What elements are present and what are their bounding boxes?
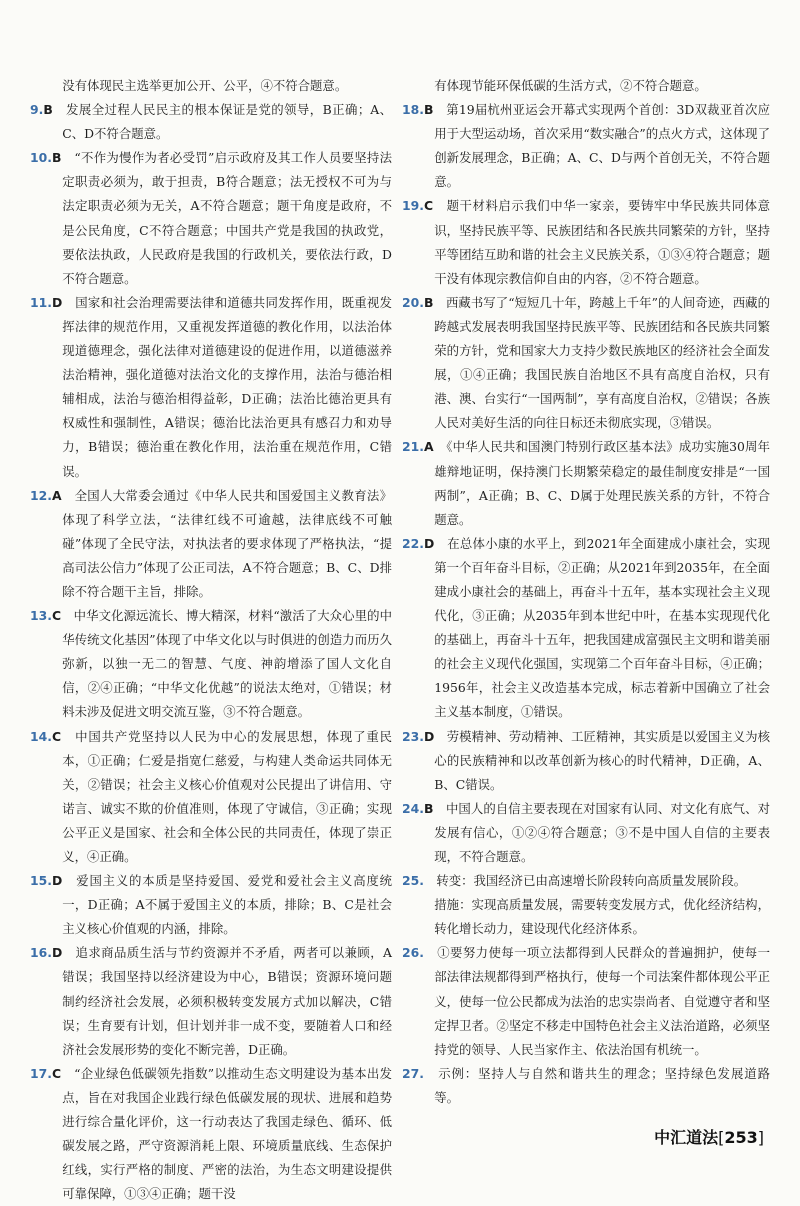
item-explanation: 全国人大常委会通过《中华人民共和国爱国主义教育法》体现了科学立法，“法律红线不可逾越，法律底线不可触碰”体现了全民守法，对执法者的要求体现了严格执法，“提高司法公信力”体现了公正司法，A不符合题意；B、C、D排除不符合题干主旨，排除。 bbox=[62, 487, 393, 599]
page-footer: 中汇道法[253] bbox=[654, 1128, 764, 1147]
continuation-text: 有体现节能环保低碳的生活方式，②不符合题意。 bbox=[434, 78, 707, 93]
item-explanation: 示例：坚持人与自然和谐共生的理念；坚持绿色发展道路等。 bbox=[434, 1065, 771, 1105]
item-number: 26. bbox=[402, 945, 424, 961]
item-explanation: 中国人的自信主要表现在对国家有认同、对文化有底气、对发展有信心，①②④符合题意；③不是中国人自信的主要表现，不符合题意。 bbox=[434, 800, 771, 864]
answer-item-21 bbox=[402, 435, 770, 531]
answer-item-19 bbox=[402, 194, 770, 290]
item-explanation: 第19届杭州亚运会开幕式实现两个首创：3D双裁亚首次应用于大型运动场，首次采用“数实融合”的点火方式，这体现了创新发展理念，B正确；A、C、D与两个首创无关，不符合题意。 bbox=[434, 102, 770, 190]
item-explanation: “企业绿色低碳领先指数”以推动生态文明建设为基本出发点，旨在对我国企业践行绿色低碳发展的现状、进展和趋势进行综合量化评价，这一行动表达了我国走绿色、循环、低碳发展之路，严守资源消耗上限、环境质量底线、生态保护红线，实行严格的制度、严密的法治，为生态文明建设提供可靠保障，①③④正确；题干没 bbox=[62, 1065, 393, 1202]
item-explanation: 《中华人民共和国澳门特别行政区基本法》成功实施30周年雄辩地证明，保持澳门长期繁荣稳定的最佳制度安排是“一国两制”，A正确；B、C、D属于处理民族关系的方针，不符合题意。 bbox=[434, 439, 770, 527]
book-title: 中汇道法 bbox=[654, 1128, 719, 1147]
answer-item-23 bbox=[402, 725, 770, 797]
item-number: 11. bbox=[30, 294, 52, 310]
item-explanation: 发展全过程人民民主的根本保证是党的领导，B正确；A、C、D不符合题意。 bbox=[62, 102, 392, 142]
item-answer: A bbox=[423, 439, 434, 455]
item-number: 27. bbox=[402, 1065, 424, 1081]
item-answer: B bbox=[423, 800, 434, 816]
item-number: 10. bbox=[30, 150, 52, 166]
item-number: 20. bbox=[402, 294, 424, 310]
right-column bbox=[402, 74, 770, 1110]
item-explanation: 爱国主义的本质是坚持爱国、爱党和爱社会主义高度统一，D正确；A不属于爱国主义的本质，排除；B、C是社会主义核心价值观的内涵，排除。 bbox=[62, 873, 393, 937]
answer-item-13 bbox=[30, 604, 392, 724]
left-column bbox=[30, 74, 392, 1206]
item-number: 19. bbox=[402, 198, 424, 214]
item-explanation: 追求商品质生活与节约资源并不矛盾，两者可以兼顾，A错误；我国坚持以经济建设为中心，B错误；资源环境问题制约经济社会发展，必须积极转变发展方式加以解决，C错误；生育要有计划，但计划并非一成不变，要随着人口和经济社会发展形势的变化不断完善，D正确。 bbox=[62, 945, 393, 1057]
item-number: 9. bbox=[30, 102, 44, 118]
answer-item-25-measures: 措施：实现高质量发展，需要转变发展方式，优化经济结构，转化增长动力，建设现代化经济体系。 bbox=[434, 897, 770, 937]
item-explanation: 劳模精神、劳动精神、工匠精神，其实质是以爱国主义为核心的民族精神和以改革创新为核心的时代精神，D正确，A、B、C错误。 bbox=[434, 728, 771, 792]
item-answer: B bbox=[423, 294, 434, 310]
item-number: 18. bbox=[402, 102, 424, 118]
answer-item-14 bbox=[30, 725, 392, 870]
item-answer: B bbox=[51, 150, 62, 166]
item-answer: B bbox=[423, 102, 434, 118]
item-number: 15. bbox=[30, 873, 52, 889]
item-answer: C bbox=[51, 728, 62, 744]
item-number: 23. bbox=[402, 728, 424, 744]
item-number: 17. bbox=[30, 1065, 52, 1081]
item-explanation: 中国共产党坚持以人民为中心的发展思想，体现了重民本，①正确；仁爱是指宽仁慈爱，与构建人类命运共同体无关，②错误；社会主义核心价值观对公民提出了讲信用、守诺言、诚实不欺的价值准则，体现了守诚信，③正确；实现公平正义是国家、社会和全体公民的共同责任，体现了崇正义，④正确。 bbox=[62, 728, 393, 864]
answer-item-9 bbox=[30, 98, 392, 146]
answer-item-25 bbox=[402, 869, 770, 893]
item-explanation: 转变：我国经济已由高速增长阶段转向高质量发展阶段。 bbox=[436, 873, 747, 889]
item-number: 25. bbox=[402, 873, 424, 889]
item-number: 24. bbox=[402, 800, 424, 816]
item-explanation: 在总体小康的水平上，到2021年全面建成小康社会，实现第一个百年奋斗目标，②正确；从2021年到2035年，在全面建成小康社会的基础上，再奋斗十五年，基本实现社会主义现代化，③正确；从2035年到本世纪中叶，在基本实现现代化的基础上，再奋斗十五年，把我国建成富强民主文明和谐美丽的社会主义现代化强国，实现第二个百年奋斗目标，④正确；1956年，社会主义改造基本完成，标志着新中国确立了社会主义基本制度，①错误。 bbox=[434, 535, 770, 720]
item-answer: D bbox=[423, 728, 435, 744]
item-answer: C bbox=[51, 608, 62, 624]
answer-item-26 bbox=[402, 941, 770, 1061]
continuation-text: 没有体现民主选举更加公开、公平，④不符合题意。 bbox=[62, 78, 348, 93]
answer-item-20 bbox=[402, 291, 770, 436]
item-explanation: 题干材料启示我们中华一家亲，要铸牢中华民族共同体意识，坚持民族平等、民族团结和各民族共同繁荣的方针，坚持平等团结互助和谐的社会主义民族关系，①③④符合题意；题干没有体现宗教信仰自由的内容，②不符合题意。 bbox=[434, 198, 771, 286]
answer-item-12 bbox=[30, 484, 392, 604]
answer-item-10 bbox=[30, 146, 392, 291]
item-answer: D bbox=[51, 873, 63, 889]
item-answer: D bbox=[51, 294, 63, 310]
item-explanation: 西藏书写了“短短几十年，跨越上千年”的人间奇迹，西藏的跨越式发展表明我国坚持民族平等、民族团结和各民族共同繁荣的方针，党和国家大力支持少数民族地区的经济社会全面发展，①④正确；我国民族自治地区不具有高度自治权，只有港、澳、台实行“一国两制”，享有高度自治权，②错误；各族人民对美好生活的向往日标还未彻底实现，③错误。 bbox=[434, 294, 771, 431]
item-explanation: “不作为慢作为者必受罚”启示政府及其工作人员要坚持法定职责必须为，敢于担责，B符合题意；法无授权不可为与法定职责必须为无关，A不符合题意；题干角度是政府，不是公民角度，C不符合题意；中国共产党是我国的执政党，要依法执政，人民政府是我国的行政机关，要依法行政，D不符合题意。 bbox=[62, 150, 393, 286]
page-number: 253 bbox=[724, 1128, 758, 1147]
item-number: 21. bbox=[402, 439, 424, 455]
answer-item-11 bbox=[30, 291, 392, 484]
item-answer: B bbox=[43, 102, 53, 118]
answer-item-17 bbox=[30, 1062, 392, 1206]
item-answer: C bbox=[51, 1065, 62, 1081]
item-explanation: ①要努力使每一项立法都得到人民群众的普遍拥护，使每一部法律法规都得到严格执行，使每一个司法案件都体现公平正义，使每一位公民都成为法治的忠实崇尚者、自觉遵守者和坚定捍卫者。②坚定不移走中国特色社会主义法治道路，必须坚持党的领导、人民当家作主、依法治国有机统一。 bbox=[434, 945, 771, 1057]
answer-item-27 bbox=[402, 1062, 770, 1110]
item-number: 12. bbox=[30, 487, 52, 503]
item-explanation: 国家和社会治理需要法律和道德共同发挥作用，既重视发挥法律的规范作用，又重视发挥道德的教化作用，以法治体现道德理念，强化法律对道德建设的促进作用，以道德滋养法治精神，强化道德对法治文化的支撑作用，法治与德治相辅相成，法治与德治相得益彰，D正确；法治比德治更具有权威性和强制性，A错误；德治比法治更具有感召力和劝导力，B错误；德治重在教化作用，法治重在规范作用，C错误。 bbox=[62, 294, 393, 479]
item-answer: D bbox=[51, 945, 63, 961]
item-number: 16. bbox=[30, 945, 52, 961]
answer-item-22 bbox=[402, 532, 770, 725]
item-number: 13. bbox=[30, 608, 52, 624]
item-number: 14. bbox=[30, 728, 52, 744]
answer-item-24 bbox=[402, 797, 770, 869]
answer-item-16 bbox=[30, 941, 392, 1061]
item-answer: D bbox=[423, 535, 435, 551]
item-number: 22. bbox=[402, 535, 424, 551]
item-answer: C bbox=[423, 198, 434, 214]
answer-item-15 bbox=[30, 869, 392, 941]
item-explanation: 中华文化源远流长、博大精深，材料“激活了大众心里的中华传统文化基因”体现了中华文化以与时俱进的创造力而历久弥新，以独一无二的智慧、气度、神韵增添了国人文化自信，②④正确；“中华文化优越”的说法太绝对，①错误；材料未涉及促进文明交流互鉴，③不符合题意。 bbox=[62, 608, 392, 720]
item-answer: A bbox=[51, 487, 62, 503]
answer-item-18 bbox=[402, 98, 770, 194]
